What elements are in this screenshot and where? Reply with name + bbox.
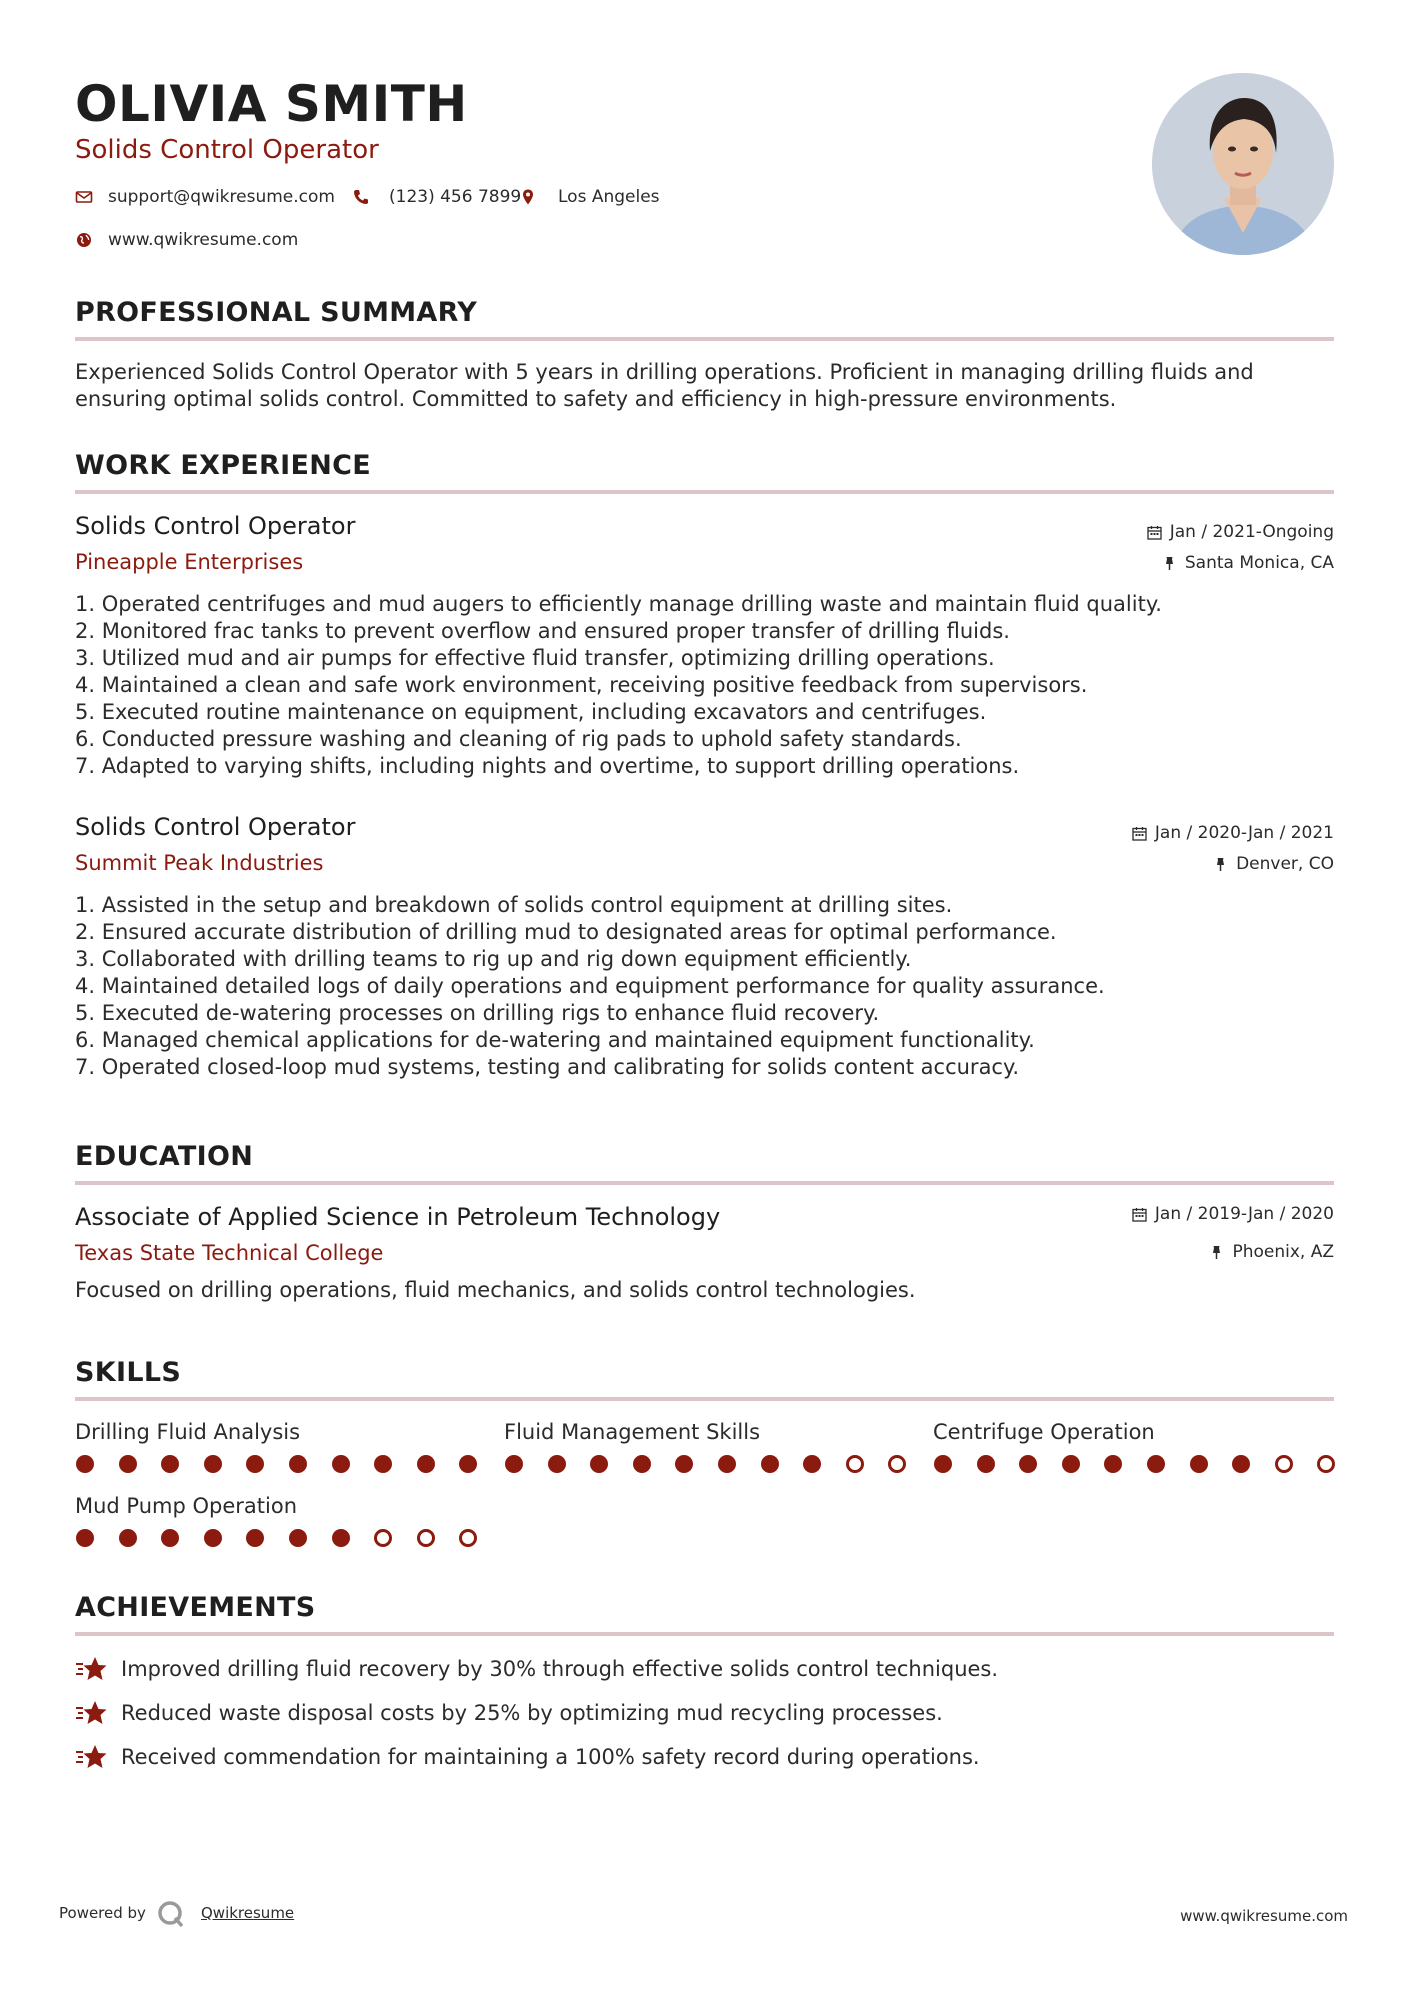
achievement-item: [75, 1699, 943, 1727]
skill-dot-filled: [204, 1455, 222, 1473]
pushpin-icon: [1213, 857, 1228, 872]
skill-dot-empty: [888, 1455, 906, 1473]
skill-dot-filled: [246, 1455, 264, 1473]
section-divider: [75, 337, 1334, 341]
skill-name: Fluid Management Skills: [504, 1420, 761, 1444]
qwikresume-link[interactable]: Qwikresume: [201, 1904, 295, 1922]
education-dates-text: Jan / 2019-Jan / 2020: [1154, 1204, 1334, 1224]
list-item: 6. Managed chemical applications for de-watering and maintained equipment functionality.: [75, 1028, 1035, 1052]
skill-dot-filled: [505, 1455, 523, 1473]
skill-dot-filled: [761, 1455, 779, 1473]
skill-dot-empty: [374, 1529, 392, 1547]
skill-dot-filled: [161, 1455, 179, 1473]
star-icon: [75, 1743, 107, 1771]
skill-dot-empty: [417, 1529, 435, 1547]
section-divider: [75, 1181, 1334, 1185]
achievements-heading: ACHIEVEMENTS: [75, 1592, 316, 1623]
section-divider: [75, 490, 1334, 494]
skill-dot-filled: [374, 1455, 392, 1473]
skill-dot-filled: [417, 1455, 435, 1473]
skill-dot-filled: [76, 1529, 94, 1547]
skill-dot-filled: [803, 1455, 821, 1473]
job-responsibilities: [75, 591, 1305, 780]
footer-website-link[interactable]: www.qwikresume.com: [1180, 1907, 1348, 1925]
job-location-text: Santa Monica, CA: [1184, 553, 1334, 573]
powered-by-label: Powered by: [59, 1904, 146, 1922]
calendar-icon: [1132, 826, 1147, 841]
skill-dot-filled: [204, 1529, 222, 1547]
skill-dot-filled: [718, 1455, 736, 1473]
skill-dot-filled: [633, 1455, 651, 1473]
list-item: 3. Utilized mud and air pumps for effective fluid transfer, optimizing drilling operations.: [75, 646, 995, 670]
job-location: [1213, 853, 1334, 875]
degree-title: Associate of Applied Science in Petroleum Technology: [75, 1203, 721, 1231]
skill-dot-filled: [119, 1529, 137, 1547]
skill-dot-filled: [76, 1455, 94, 1473]
job-dates: [1147, 521, 1334, 543]
profile-photo: [1152, 73, 1334, 255]
skill-dot-filled: [332, 1455, 350, 1473]
list-item: 2. Ensured accurate distribution of drilling mud to designated areas for optimal performance.: [75, 920, 1057, 944]
list-item: 7. Operated closed-loop mud systems, testing and calibrating for solids content accuracy.: [75, 1055, 1020, 1079]
contact-email[interactable]: support@qwikresume.com: [108, 187, 335, 207]
skill-dot-filled: [548, 1455, 566, 1473]
skill-name: Centrifuge Operation: [933, 1420, 1155, 1444]
job-dates: [1132, 822, 1334, 844]
qwikresume-logo-icon: [157, 1900, 185, 1932]
skill-dot-filled: [246, 1529, 264, 1547]
education-heading: EDUCATION: [75, 1141, 254, 1172]
skill-dot-filled: [1190, 1455, 1208, 1473]
job-location: [1162, 552, 1334, 574]
skill-name: Mud Pump Operation: [75, 1494, 298, 1518]
school-name: Texas State Technical College: [75, 1241, 384, 1265]
experience-heading: WORK EXPERIENCE: [75, 450, 371, 481]
skill-dot-empty: [846, 1455, 864, 1473]
star-icon: [75, 1655, 107, 1683]
achievement-item: [75, 1743, 980, 1771]
globe-icon: [75, 231, 93, 249]
section-divider: [75, 1632, 1334, 1636]
skill-dot-filled: [459, 1455, 477, 1473]
location-pin-icon: [519, 188, 537, 206]
list-item: 6. Conducted pressure washing and cleaning of rig pads to uphold safety standards.: [75, 727, 962, 751]
skill-dot-empty: [459, 1529, 477, 1547]
job-company: Summit Peak Industries: [75, 851, 324, 875]
list-item: 1. Assisted in the setup and breakdown of solids control equipment at drilling sites.: [75, 893, 953, 917]
calendar-icon: [1132, 1207, 1147, 1222]
skill-dot-filled: [1232, 1455, 1250, 1473]
pushpin-icon: [1162, 556, 1177, 571]
job-title: Solids Control Operator: [75, 813, 356, 841]
contact-location: Los Angeles: [558, 187, 660, 207]
list-item: 3. Collaborated with drilling teams to rig up and rig down equipment efficiently.: [75, 947, 912, 971]
summary-text: Experienced Solids Control Operator with 5 years in drilling operations. Proficient in managing drilling fluids and ensuring optimal solids control. Committed to safety and efficiency in high-pressure environments.: [75, 360, 1254, 411]
skill-dot-filled: [1062, 1455, 1080, 1473]
skill-dot-filled: [977, 1455, 995, 1473]
list-item: 4. Maintained detailed logs of daily operations and equipment performance for quality assurance.: [75, 974, 1105, 998]
education-location: [1209, 1241, 1334, 1263]
skill-dot-empty: [1317, 1455, 1335, 1473]
pushpin-icon: [1209, 1245, 1224, 1260]
skill-dot-filled: [675, 1455, 693, 1473]
achievement-text: Reduced waste disposal costs by 25% by optimizing mud recycling processes.: [121, 1701, 943, 1725]
list-item: 1. Operated centrifuges and mud augers to efficiently manage drilling waste and maintain fluid quality.: [75, 592, 1162, 616]
education-description: Focused on drilling operations, fluid mechanics, and solids control technologies.: [75, 1278, 916, 1302]
skill-dot-filled: [1104, 1455, 1122, 1473]
job-dates-text: Jan / 2021-Ongoing: [1169, 522, 1334, 542]
job-company: Pineapple Enterprises: [75, 550, 304, 574]
education-location-text: Phoenix, AZ: [1232, 1242, 1334, 1262]
contact-website[interactable]: www.qwikresume.com: [108, 230, 299, 250]
list-item: 2. Monitored frac tanks to prevent overflow and ensured proper transfer of drilling fluids.: [75, 619, 1010, 643]
calendar-icon: [1147, 525, 1162, 540]
skill-dot-filled: [1147, 1455, 1165, 1473]
job-title: Solids Control Operator: [75, 512, 356, 540]
skills-heading: SKILLS: [75, 1357, 182, 1388]
skill-dot-filled: [934, 1455, 952, 1473]
star-icon: [75, 1699, 107, 1727]
job-location-text: Denver, CO: [1236, 854, 1334, 874]
achievement-item: [75, 1655, 998, 1683]
skill-name: Drilling Fluid Analysis: [75, 1420, 301, 1444]
job-dates-text: Jan / 2020-Jan / 2021: [1154, 823, 1334, 843]
summary-heading: PROFESSIONAL SUMMARY: [75, 297, 478, 328]
skill-dot-filled: [332, 1529, 350, 1547]
list-item: 5. Executed routine maintenance on equipment, including excavators and centrifuges.: [75, 700, 987, 724]
skill-dot-filled: [119, 1455, 137, 1473]
skill-dot-empty: [1275, 1455, 1293, 1473]
education-dates: [1132, 1203, 1334, 1225]
skill-dot-filled: [161, 1529, 179, 1547]
list-item: 5. Executed de-watering processes on drilling rigs to enhance fluid recovery.: [75, 1001, 880, 1025]
candidate-name: OLIVIA SMITH: [75, 75, 468, 133]
job-responsibilities: [75, 892, 1305, 1081]
phone-icon: [352, 188, 370, 206]
list-item: 4. Maintained a clean and safe work environment, receiving positive feedback from supervisors.: [75, 673, 1088, 697]
skill-dot-filled: [1019, 1455, 1037, 1473]
email-icon: [75, 188, 93, 206]
skill-dot-filled: [289, 1529, 307, 1547]
skill-dot-filled: [590, 1455, 608, 1473]
candidate-title: Solids Control Operator: [75, 135, 379, 165]
contact-phone[interactable]: (123) 456 7899: [389, 187, 522, 207]
achievement-text: Received commendation for maintaining a 100% safety record during operations.: [121, 1745, 980, 1769]
section-divider: [75, 1397, 1334, 1401]
skill-dot-filled: [289, 1455, 307, 1473]
achievement-text: Improved drilling fluid recovery by 30% through effective solids control techniques.: [121, 1657, 999, 1681]
list-item: 7. Adapted to varying shifts, including nights and overtime, to support drilling operations.: [75, 754, 1020, 778]
